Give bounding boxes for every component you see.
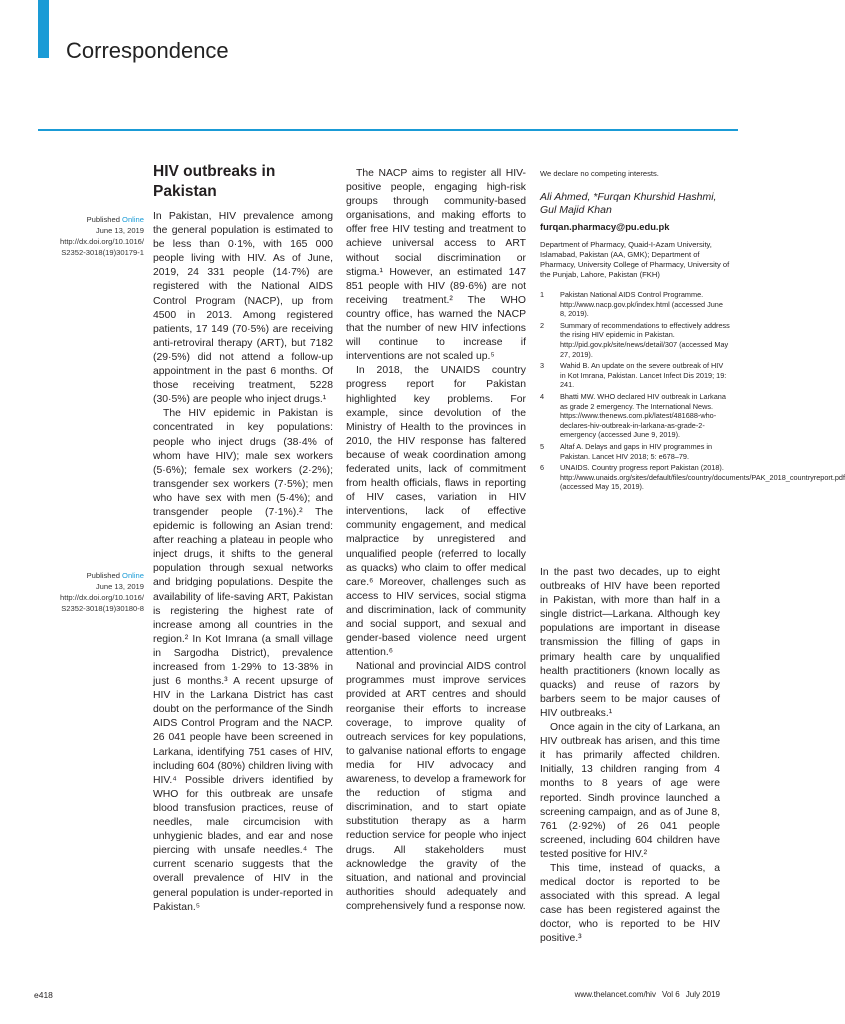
- body-paragraph: Once again in the city of Larkana, an HIV outbreak has arisen, and this time it has primarily affected children. Initially, 13 children ranging from 4 months to 8 years of age were reported. Sindh province launched a screening campaign, and as of June 8, 761 (2·92%) of 26 041 people screened, including 604 children have tested positive for HIV.²: [540, 722, 720, 860]
- body-paragraph: This time, instead of quacks, a medical doctor is reported to be associated with this spread. A legal case has been registered against the doctor, who is reported to be HIV positive.³: [540, 862, 720, 945]
- journal-date: July 2019: [685, 990, 720, 999]
- reference-item: [540, 392, 730, 440]
- reference-number: 6: [540, 463, 545, 473]
- body-column-3: [540, 566, 720, 947]
- reference-number: 1: [540, 290, 545, 299]
- reference-number: 5: [540, 441, 545, 451]
- journal-site-link[interactable]: www.thelancet.com/hiv: [574, 990, 656, 999]
- published-date: June 13, 2019: [95, 582, 144, 591]
- reference-item: [540, 321, 730, 359]
- corresponding-email[interactable]: furqan.pharmacy@pu.edu.pk: [540, 221, 670, 232]
- section-title: Correspondence: [66, 38, 229, 63]
- reference-item: [540, 442, 730, 461]
- online-link[interactable]: Online: [122, 215, 144, 224]
- header-rule: [38, 129, 738, 131]
- body-column-2: [346, 167, 526, 914]
- reference-number: 2: [540, 320, 545, 330]
- body-paragraph: National and provincial AIDS control programmes must improve services provided at ART centres and should reorganise their efforts to increase coverage, to improve quality of outreach services for key populations, to galvanise national efforts to engage media for HIV advocacy and awareness, to develop a framework for the reduction of stigma and discrimination, and to start opiate substitution therapy as a harm reduction service for people who inject drugs. All stakeholders must acknowledge the gravity of the situation, and national and provincial authorities should adequately and comprehensively fund a response now.: [346, 661, 526, 912]
- reference-text: Bhatti MW. WHO declared HIV outbreak in Larkana as grade 2 emergency. The International News. https://www.thenews.com.pk/latest/481688-who-declares-hiv-outbreak-in-larkana-as-grade-2-emergency (accessed June 9, 2019).: [560, 391, 726, 440]
- journal-footer: [575, 990, 720, 999]
- body-paragraph: In the past two decades, up to eight outbreaks of HIV have been reported in Pakistan, with more than half in a single district—Larkana. Although key populations are important in disease transmission the filling of gaps in primary health care by unqualified health practitioners (known locally as quacks) and reuse of razors by barbers seem to be major causes of HIV outbreaks.¹: [540, 567, 720, 719]
- section-accent-bar: [38, 0, 49, 58]
- publication-note: [24, 214, 144, 258]
- body-paragraph: In Pakistan, HIV prevalence among the general population is estimated to be less than 0·1%, with 165 000 people living with HIV. As of June, 2019, 24 331 people (14·7%) are registered with the National AIDS Control Program (NACP), up from 4500 in 2013. Among registered patients, 17 149 (70·5%) are receiving anti-retroviral therapy (ART), but 7182 (29·5%) did not attend a follow-up appointment in the past 6 months. Of those receiving treatment, 5228 (30·5%) are people who inject drugs.¹: [153, 211, 333, 406]
- reference-number: 3: [540, 361, 545, 371]
- doi-link[interactable]: http://dx.doi.org/10.1016/: [59, 593, 144, 602]
- published-label: Published: [86, 571, 120, 580]
- page-number: e418: [34, 990, 53, 1000]
- published-label: Published: [86, 215, 120, 224]
- publication-note: [24, 570, 144, 614]
- body-paragraph: The NACP aims to register all HIV-positive people, engaging high-risk groups through community-based organisations, and making efforts to offer free HIV testing and treatment to achieve universal access to ART without social discrimination or stigma.¹ However, an estimated 147 851 people with HIV (89·6%) are not receiving treatment.² The WHO country office, has warned the NACP that the number of new HIV infections will continue to increase if interventions are not scaled up.⁵: [346, 168, 526, 363]
- reference-text: Altaf A. Delays and gaps in HIV programmes in Pakistan. Lancet HIV 2018; 5: e678–79.: [560, 441, 713, 461]
- letter-backmatter: [540, 169, 845, 494]
- doi-id: S2352-3018(19)30179-1: [61, 248, 144, 257]
- reference-item: [540, 463, 845, 492]
- online-link[interactable]: Online: [122, 571, 144, 580]
- journal-volume: Vol 6: [661, 990, 680, 999]
- body-paragraph: In 2018, the UNAIDS country progress report for Pakistan highlighted key problems. For example, since devolution of the Ministry of Health to the provinces in 2010, the HIV response has faltered because of weak coordination among federated units, lack of commitment from health officials, flaws in reporting of HIV cases, variation in HIV interventions, lack of effective community engagement, and medical malpractice by unregistered and unqualified people (referred to locally as quacks) who claim to offer medical care.⁶ Moreover, challenges such as access to HIV services, social stigma and discrimination, lack of community and social support, and sexual and gender-based violence need urgent attention.⁶: [346, 365, 526, 659]
- competing-interests: We declare no competing interests.: [540, 169, 659, 178]
- reference-text: Summary of recommendations to effectively address the rising HIV epidemic in Pakistan. http://pid.gov.pk/site/news/detail/307 (accessed May 27, 2019).: [560, 320, 730, 359]
- published-date: June 13, 2019: [95, 226, 144, 235]
- reference-item: [540, 361, 730, 390]
- author-list: Ali Ahmed, *Furqan Khurshid Hashmi, Gul Majid Khan: [540, 191, 717, 216]
- reference-number: 4: [540, 391, 545, 401]
- body-paragraph: The HIV epidemic in Pakistan is concentrated in key populations: people who inject drugs (38·4% of whom have HIV); male sex workers (5·6%); female sex workers (2·2%); transgender sex workers (7·5%); men who have sex with men (5·4%); and transgender people (7·1%).² The epidemic is following an Asian trend: after reaching a plateau in people who inject drugs, it shifts to the general population through sexual networks and bridging populations. Despite the availability of life-saving ART, Pakistan is registering the highest rate of increase among all countries in the region.² In Kot Imrana (a small village in Sargodha District), prevalence increased from 1·29% to 13·38% in just 6 months.³ A recent upsurge of HIV in the Larkana District has cast doubt on the performance of the Sindh AIDS Control Program and the NACP. 26 041 people have been screened in Larkana, identifying 751 cases of HIV, including 604 (80%) children living with HIV.⁴ Possible drivers identified by WHO for this outbreak are unsafe blood transfusion practices, reuse of needles, male circumcision with unhygienic blades, and ear and nose piercing with unsafe needles.⁴ The current scenario suggests that the overall prevalence of HIV in the general population is under-reported in Pakistan.⁵: [153, 408, 333, 913]
- reference-item: [540, 290, 730, 319]
- reference-list: [540, 290, 845, 492]
- reference-text: Wahid B. An update on the severe outbreak of HIV in Kot Imrana, Pakistan. Lancet Infect Dis 2019; 19: 241.: [560, 361, 727, 390]
- reference-text: Pakistan National AIDS Control Programme. http://www.nacp.gov.pk/index.html (accessed June 8, 2019).: [560, 290, 723, 319]
- article-title: HIV outbreaks in Pakistan: [153, 163, 276, 200]
- doi-link[interactable]: http://dx.doi.org/10.1016/: [59, 237, 144, 246]
- affiliations: Department of Pharmacy, Quaid-I-Azam University, Islamabad, Pakistan (AA, GMK); Department of Pharmacy, University College of Pharmacy, University of the Punjab, Lahore, Pakistan (FKH): [540, 240, 730, 279]
- body-column-1: [153, 210, 333, 915]
- reference-text: UNAIDS. Country progress report Pakistan (2018). http://www.unaids.org/sites/default/files/country/documents/PAK_2018_countryreport.pdf (accessed May 15, 2019).: [560, 463, 845, 492]
- doi-id: S2352-3018(19)30180-8: [61, 604, 144, 613]
